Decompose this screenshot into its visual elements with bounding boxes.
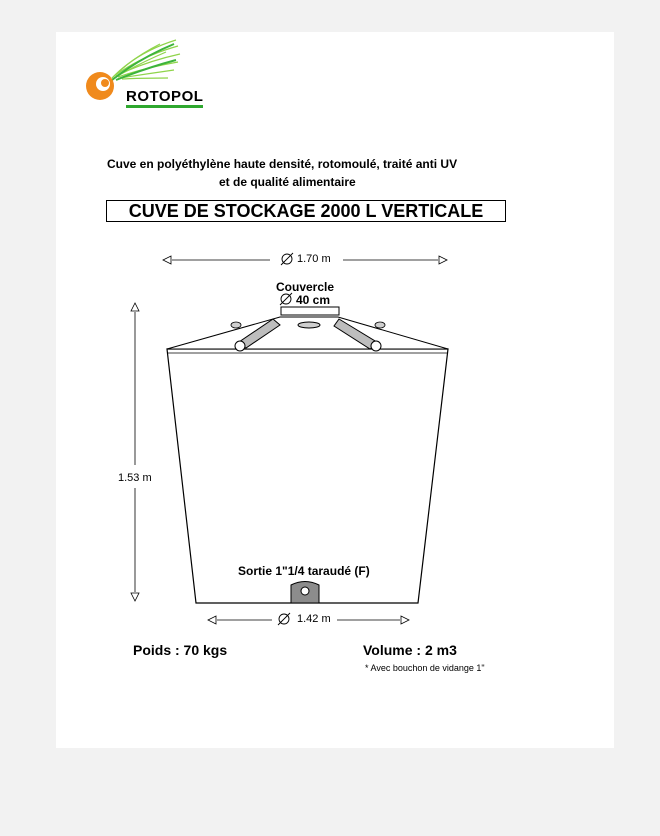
- bottom-diameter-label: 1.42 m: [297, 613, 331, 625]
- drain-note: * Avec bouchon de vidange 1": [365, 663, 485, 673]
- height-label: 1.53 m: [118, 472, 152, 484]
- outlet-fitting: [291, 582, 319, 604]
- page-title: CUVE DE STOCKAGE 2000 L VERTICALE: [106, 200, 506, 222]
- tank-body: [167, 317, 448, 603]
- outlet-label: Sortie 1"1/4 taraudé (F): [238, 564, 370, 578]
- description-line-1: Cuve en polyéthylène haute densité, rotomoulé, traité anti UV: [107, 157, 458, 171]
- description-line-2: et de qualité alimentaire: [219, 175, 356, 189]
- weight-spec: Poids : 70 kgs: [133, 642, 228, 658]
- lid-diameter-label: 40 cm: [296, 293, 331, 307]
- volume-spec: Volume : 2 m3: [363, 642, 457, 658]
- brand-name: ROTOPOL: [126, 90, 203, 108]
- height-dimension-line: [131, 303, 139, 601]
- top-diameter-label: 1.70 m: [297, 253, 331, 265]
- lid-label: Couvercle: [276, 280, 335, 294]
